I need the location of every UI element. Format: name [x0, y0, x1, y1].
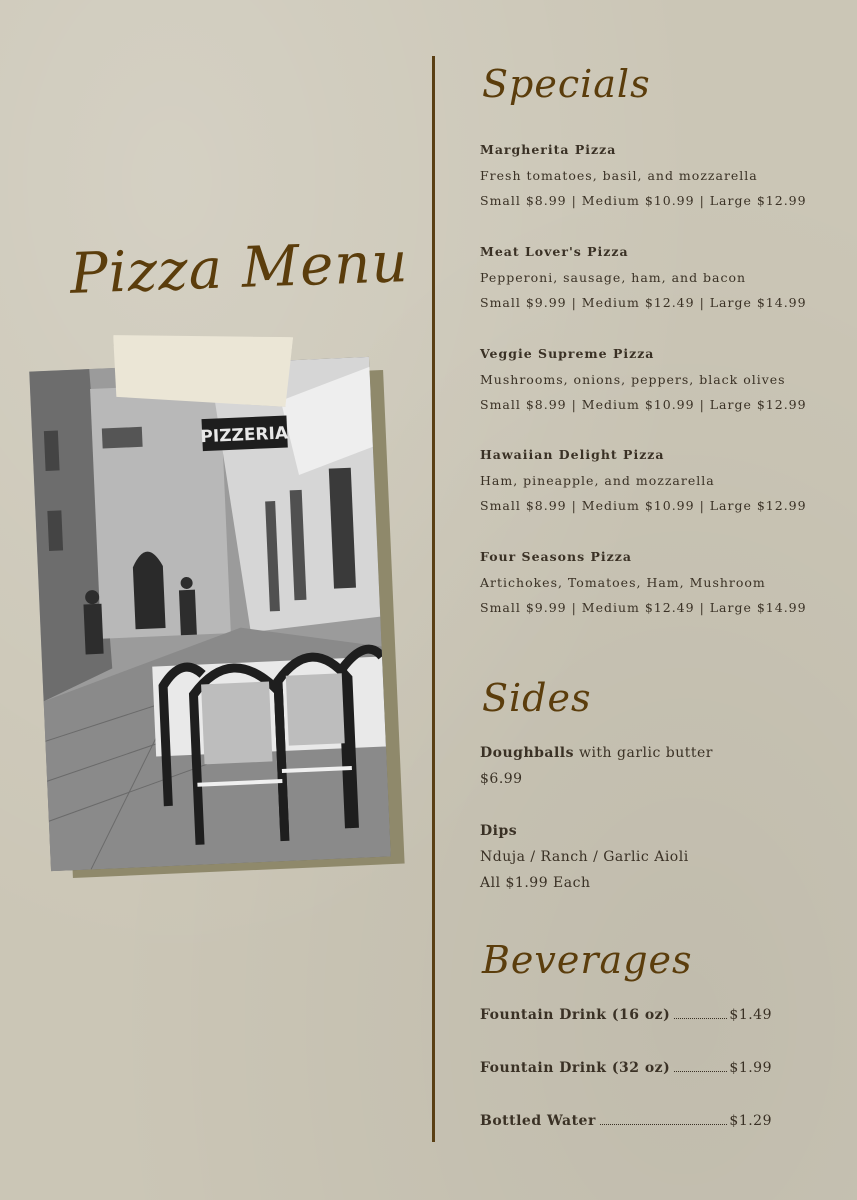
item-description: Mushrooms, onions, peppers, black olives	[480, 372, 786, 387]
side-dips	[480, 818, 830, 896]
item-name: Veggie Supreme Pizza	[480, 346, 655, 361]
beverage-price: $1.29	[729, 1113, 772, 1129]
sides-title: Sides	[482, 676, 592, 720]
dot-leader	[674, 1018, 727, 1019]
beverage-item	[480, 1113, 772, 1129]
item-price: Small $8.99 | Medium $10.99 | Large $12.99	[480, 193, 807, 208]
side-description: with garlic butter	[578, 745, 713, 761]
side-price: All $1.99 Each	[480, 875, 591, 891]
beverages-title: Beverages	[482, 938, 693, 982]
item-price: Small $8.99 | Medium $10.99 | Large $12.99	[480, 498, 807, 513]
side-name: Doughballs	[480, 745, 575, 761]
item-description: Pepperoni, sausage, ham, and bacon	[480, 270, 747, 285]
beverage-name: Bottled Water	[480, 1113, 596, 1129]
side-description: Nduja / Ranch / Garlic Aioli	[480, 849, 689, 865]
beverage-name: Fountain Drink (32 oz)	[480, 1060, 671, 1076]
column-divider	[432, 56, 435, 1142]
item-description: Ham, pineapple, and mozzarella	[480, 473, 715, 488]
beverage-item	[480, 1060, 772, 1076]
menu-item-four-seasons	[480, 548, 830, 624]
item-price: Small $9.99 | Medium $12.49 | Large $14.99	[480, 600, 807, 615]
item-name: Meat Lover's Pizza	[480, 244, 629, 259]
menu-title: Pizza Menu	[68, 230, 410, 307]
item-name: Hawaiian Delight Pizza	[480, 447, 665, 462]
side-price: $6.99	[480, 771, 523, 787]
menu-item-margherita	[480, 141, 830, 217]
item-name: Four Seasons Pizza	[480, 549, 632, 564]
item-description: Fresh tomatoes, basil, and mozzarella	[480, 168, 758, 183]
beverage-item	[480, 1007, 772, 1023]
photo-illustration	[29, 357, 390, 871]
side-name: Dips	[480, 823, 518, 839]
item-price: Small $8.99 | Medium $10.99 | Large $12.99	[480, 397, 807, 412]
item-name: Margherita Pizza	[480, 142, 617, 157]
specials-title: Specials	[482, 62, 651, 106]
side-doughballs	[480, 740, 830, 792]
dot-leader	[674, 1071, 727, 1072]
menu-item-hawaiian	[480, 446, 830, 522]
beverage-price: $1.99	[729, 1060, 772, 1076]
item-description: Artichokes, Tomatoes, Ham, Mushroom	[480, 575, 766, 590]
pizzeria-sign-text: PIZZERIA	[200, 423, 289, 448]
beverage-price: $1.49	[729, 1007, 772, 1023]
menu-item-veggie-supreme	[480, 345, 830, 421]
item-price: Small $9.99 | Medium $12.49 | Large $14.99	[480, 295, 807, 310]
beverage-name: Fountain Drink (16 oz)	[480, 1007, 671, 1023]
dot-leader	[600, 1124, 728, 1125]
street-cafe-photo	[29, 357, 390, 871]
menu-item-meat-lovers	[480, 243, 830, 319]
tape-strip	[111, 331, 293, 407]
